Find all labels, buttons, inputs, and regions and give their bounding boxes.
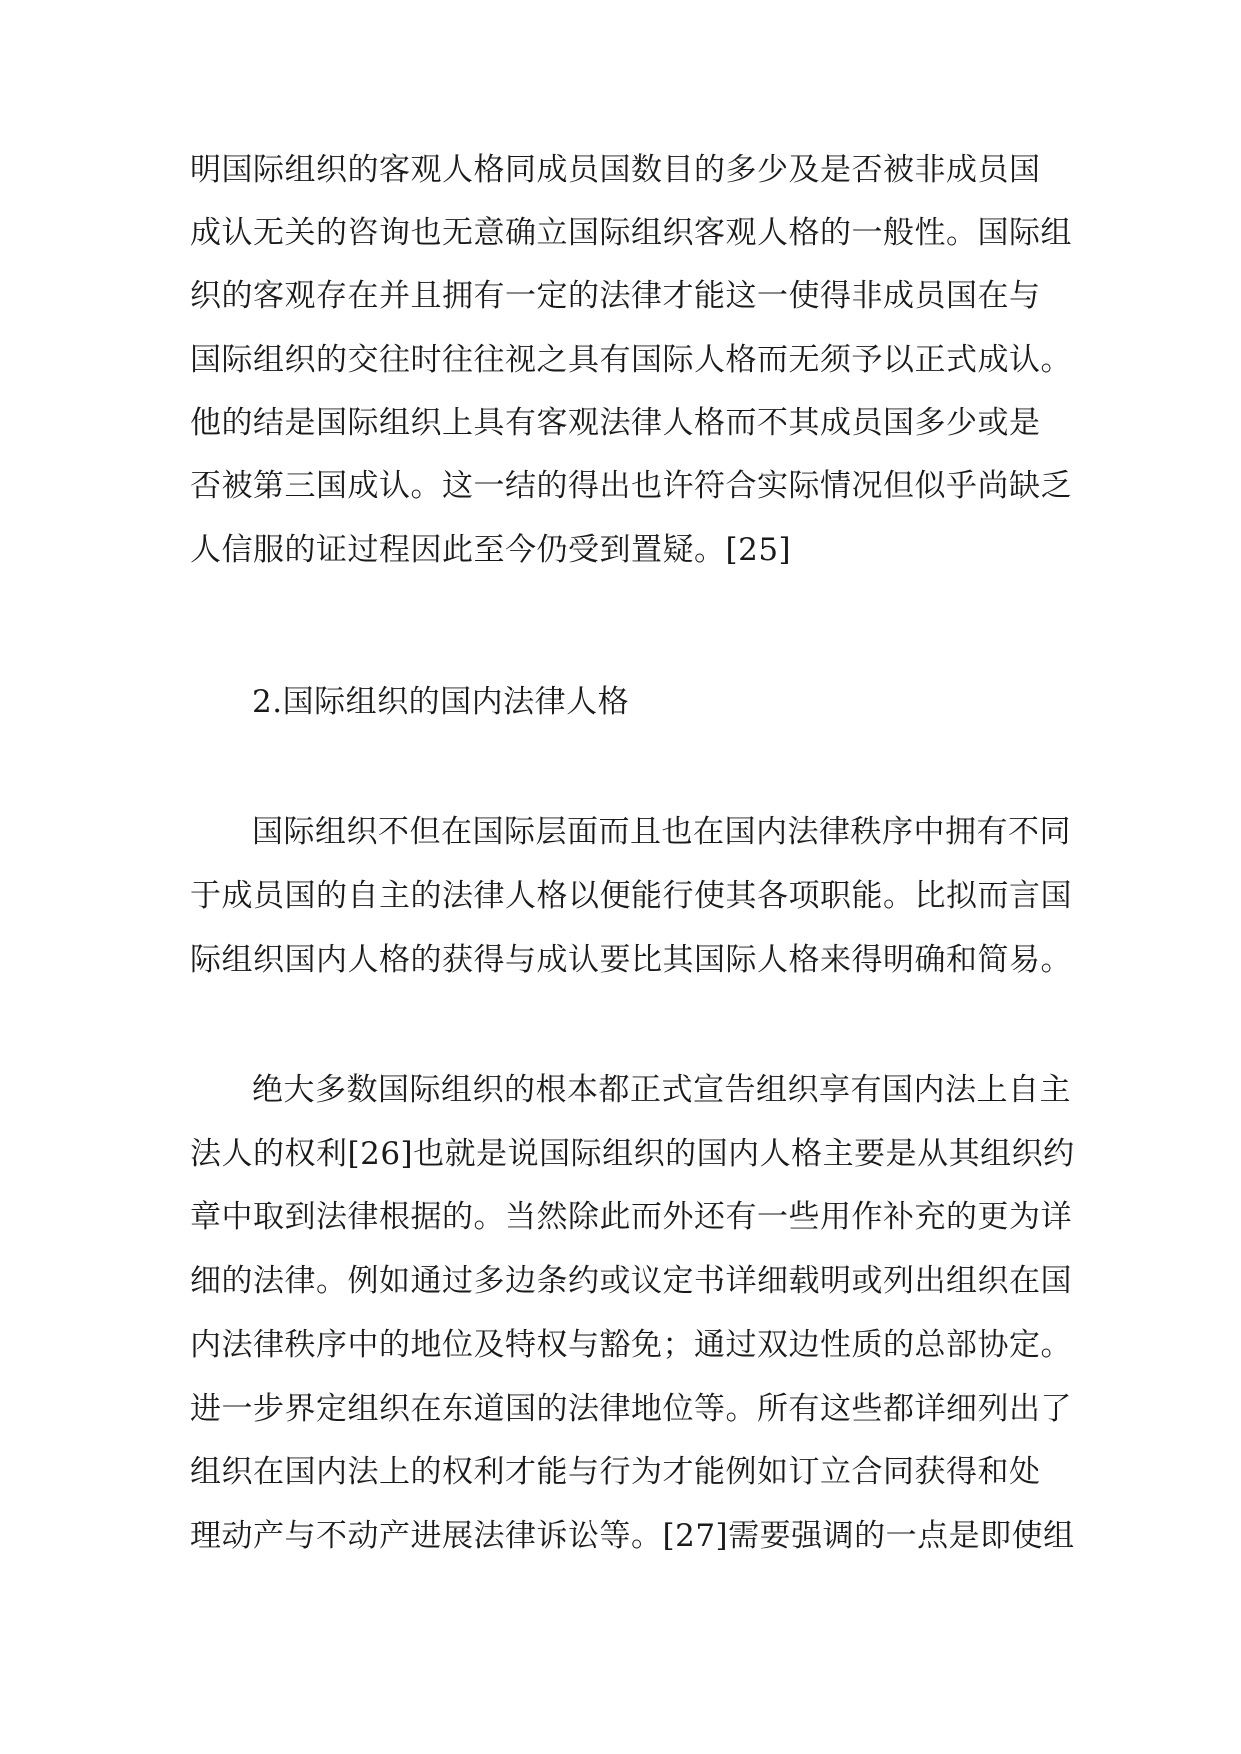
paragraph-1-line-7: 人信服的证过程因此至今仍受到置疑。[25] <box>190 532 792 568</box>
paragraph-3-line-2: 于成员国的自主的法律人格以便能行使其各项职能。比拟而言国 <box>190 878 1072 914</box>
paragraph-1-line-1: 明国际组织的客观人格同成员国数目的多少及是否被非成员国 <box>190 152 1041 188</box>
section-heading: 2.国际组织的国内法律人格 <box>252 684 630 720</box>
paragraph-1-line-4: 国际组织的交往时往往视之具有国际人格而无须予以正式成认。 <box>190 342 1072 378</box>
paragraph-1-line-2: 成认无关的咨询也无意确立国际组织客观人格的一般性。国际组 <box>190 215 1072 251</box>
paragraph-4-line-8: 理动产与不动产进展法律诉讼等。[27]需要强调的一点是即使组 <box>190 1518 1075 1554</box>
paragraph-4-line-4: 细的法律。例如通过多边条约或议定书详细载明或列出组织在国 <box>190 1263 1072 1299</box>
paragraph-4-line-5: 内法律秩序中的地位及特权与豁免；通过双边性质的总部协定。 <box>190 1327 1072 1363</box>
paragraph-3-line-1: 国际组织不但在国际层面而且也在国内法律秩序中拥有不同 <box>252 814 1071 850</box>
paragraph-1-line-3: 织的客观存在并且拥有一定的法律才能这一使得非成员国在与 <box>190 278 1041 314</box>
paragraph-4-line-3: 章中取到法律根据的。当然除此而外还有一些用作补充的更为详 <box>190 1199 1072 1235</box>
paragraph-1-line-6: 否被第三国成认。这一结的得出也许符合实际情况但似乎尚缺乏 <box>190 468 1072 504</box>
paragraph-1-line-5: 他的结是国际组织上具有客观法律人格而不其成员国多少或是 <box>190 405 1041 441</box>
paragraph-4-line-6: 进一步界定组织在东道国的法律地位等。所有这些都详细列出了 <box>190 1391 1072 1427</box>
paragraph-3-line-3: 际组织国内人格的获得与成认要比其国际人格来得明确和简易。 <box>190 942 1072 978</box>
paragraph-4-line-2: 法人的权利[26]也就是说国际组织的国内人格主要是从其组织约 <box>190 1136 1075 1172</box>
paragraph-4-line-1: 绝大多数国际组织的根本都正式宣告组织享有国内法上自主 <box>252 1072 1071 1108</box>
paragraph-4-line-7: 组织在国内法上的权利才能与行为才能例如订立合同获得和处 <box>190 1454 1041 1490</box>
